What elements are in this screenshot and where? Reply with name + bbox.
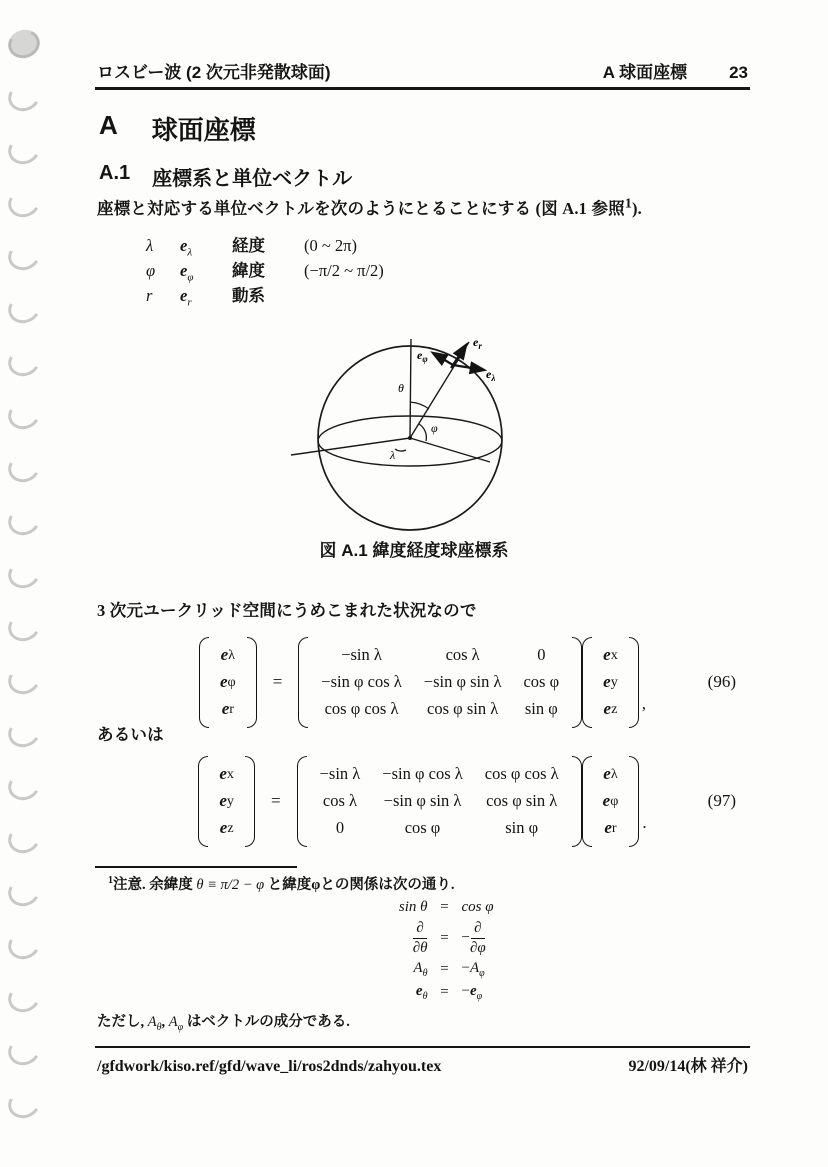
- binding-hole: [4, 1086, 43, 1123]
- left-paren: [298, 637, 308, 728]
- right-paren: [245, 756, 255, 847]
- figure-caption: [0, 536, 828, 561]
- coordinate-row-phi: [146, 257, 384, 282]
- equation-number: (97): [707, 791, 736, 810]
- page-footer: [97, 1053, 748, 1076]
- section-heading: [99, 110, 256, 147]
- page-number: 23: [729, 63, 748, 82]
- coord-symbol: φ: [146, 261, 156, 280]
- footnote-pre: 注意. 余緯度: [113, 877, 197, 893]
- lambda-angle-arc: [395, 449, 406, 451]
- theta-angle-arc: [410, 402, 429, 409]
- binding-hole: [4, 185, 43, 222]
- source-file-path: /gfdwork/kiso.ref/gfd/wave_li/ros2dnds/zahyou.tex: [97, 1058, 442, 1075]
- aruiwa-paragraph: あるいは: [97, 725, 164, 744]
- coordinate-row-lambda: [146, 232, 384, 257]
- equation-number: (96): [707, 672, 736, 691]
- e-lambda-label: $e_\lambda$: [486, 367, 496, 383]
- header-left-title: ロスビー波 (2 次元非発散球面): [97, 63, 331, 82]
- sphere-coordinate-figure: [283, 328, 613, 563]
- right-paren: [629, 756, 639, 847]
- coord-name: 経度: [232, 237, 265, 255]
- footnote-note: ただし, $A_\theta$, $A_\varphi$ はベクトルの成分である.: [97, 1014, 350, 1033]
- footnote-post: と緯度φとの関係は次の通り.: [264, 877, 455, 893]
- figure-caption-text: 緯度経度球座標系: [372, 541, 509, 560]
- binding-hole: [4, 291, 43, 328]
- trailing-punctuation: .: [642, 812, 647, 832]
- e-r-label: $e_r$: [473, 335, 482, 351]
- unit-vector: $e_r$: [180, 286, 192, 309]
- binding-hole: [4, 662, 43, 699]
- equals-sign: =: [272, 672, 283, 691]
- footnote-eq-sin: sin θ = cos φ: [398, 899, 494, 915]
- theta-label: θ: [398, 381, 404, 395]
- figure-caption-tag: 図 A.1: [319, 541, 368, 560]
- footnote-marker: 1: [108, 875, 113, 887]
- unit-vector: $e_\varphi$: [180, 261, 194, 284]
- header-section-ref: A 球面座標: [602, 63, 688, 82]
- binding-hole: [4, 980, 43, 1017]
- left-paren: [297, 756, 307, 847]
- coord-range: (−π/2 ~ π/2): [304, 261, 384, 280]
- euclid-paragraph: 3 次元ユークリッド空間にうめこまれた状況なので: [97, 601, 477, 620]
- footnote-reference: 1: [624, 195, 632, 211]
- right-paren: [572, 756, 582, 847]
- footnote-equations: [125, 897, 776, 1004]
- binding-hole: [4, 132, 43, 169]
- coord-range: (0 ~ 2π): [304, 236, 357, 255]
- binding-hole: [4, 26, 43, 63]
- binding-hole: [4, 821, 43, 858]
- equals-sign: =: [271, 791, 281, 810]
- binding-hole: [4, 1033, 43, 1070]
- intro-text: 座標と対応する単位ベクトルを次のようにとることにする (図 A.1 参照: [97, 199, 625, 218]
- coord-name: 動系: [232, 287, 265, 305]
- binding-hole: [4, 344, 43, 381]
- binding-hole: [4, 397, 43, 434]
- vector-column-rhs: e x e y e z: [603, 645, 618, 718]
- footnote-text: [108, 873, 454, 894]
- rotation-matrix: −sin λ cos λ 0 −sin φ cos λ −sin φ sin λ cos φ cos φ cos λ cos φ sin λ sin φ: [321, 645, 560, 718]
- left-paren: [199, 637, 209, 728]
- binding-hole: [4, 768, 43, 805]
- subsection-heading: [99, 162, 352, 191]
- left-paren: [582, 637, 592, 728]
- binding-hole: [4, 450, 43, 487]
- left-paren: [198, 756, 208, 847]
- coordinate-row-r: [146, 282, 384, 307]
- binding-hole: [4, 556, 43, 593]
- footnote-rule: [95, 866, 297, 868]
- vector-column-rhs: e λ e φ e r: [602, 764, 619, 837]
- left-paren: [582, 756, 592, 847]
- page-header: [97, 58, 748, 83]
- coord-symbol: λ: [146, 236, 154, 255]
- intro-text-close: ).: [631, 199, 642, 218]
- footnote-eq-derivative: $\frac{\partial}{\partial\theta}$ = − $\frac{\partial}{\partial\varphi}$: [412, 920, 486, 956]
- equatorial-radius-line: [410, 438, 490, 462]
- intro-paragraph: [97, 195, 748, 219]
- trailing-punctuation: ,: [641, 693, 647, 713]
- equation-97: [97, 752, 748, 850]
- equation-97-math: [198, 756, 646, 847]
- footnote-math: θ ≡ π/2 − φ: [196, 877, 265, 893]
- equation-96-math: [199, 637, 646, 728]
- header-rule: [95, 87, 750, 90]
- right-paren: [247, 637, 257, 728]
- footnote-eq-component: $A_\theta$ = $-A_\varphi$: [413, 960, 485, 979]
- subsection-title: 座標系と単位ベクトル: [152, 168, 353, 190]
- equation-96: [97, 633, 748, 731]
- e-phi-label: $e_\varphi$: [417, 348, 428, 364]
- binding-hole: [4, 238, 43, 275]
- footnote-eq-unitvector: $e_\theta$ = $-e_\varphi$: [415, 983, 483, 1002]
- vector-column-lhs: e λ e φ e r: [219, 645, 236, 718]
- polar-axis: [410, 339, 411, 438]
- binding-hole: [4, 503, 43, 540]
- e-lambda-vector: [453, 365, 484, 370]
- section-title: 球面座標: [151, 115, 256, 145]
- binding-hole: [4, 715, 43, 752]
- rotation-matrix-inverse: −sin λ −sin φ cos λ cos φ cos λ cos λ −sin φ sin λ cos φ sin λ 0 cos φ sin φ: [319, 764, 559, 837]
- phi-angle-arc: [419, 424, 426, 441]
- right-paren: [629, 637, 639, 728]
- footer-credit: 92/09/14(林 祥介): [628, 1058, 748, 1075]
- subsection-number: A.1: [99, 162, 131, 184]
- unit-vector: $e_\lambda$: [180, 236, 193, 259]
- footer-rule: [95, 1046, 750, 1048]
- section-number: A: [99, 110, 118, 140]
- coordinate-list: [146, 232, 384, 307]
- lambda-label: λ: [390, 448, 396, 462]
- binding-hole: [4, 79, 43, 116]
- vector-column-lhs: e x e y e z: [219, 764, 234, 837]
- origin-dot: [408, 436, 412, 440]
- binding-hole: [4, 609, 43, 646]
- binding-hole: [4, 874, 43, 911]
- right-paren: [572, 637, 582, 728]
- coord-symbol: r: [146, 286, 153, 305]
- binding-hole: [4, 927, 43, 964]
- phi-label: φ: [431, 421, 438, 435]
- coord-name: 緯度: [232, 262, 265, 280]
